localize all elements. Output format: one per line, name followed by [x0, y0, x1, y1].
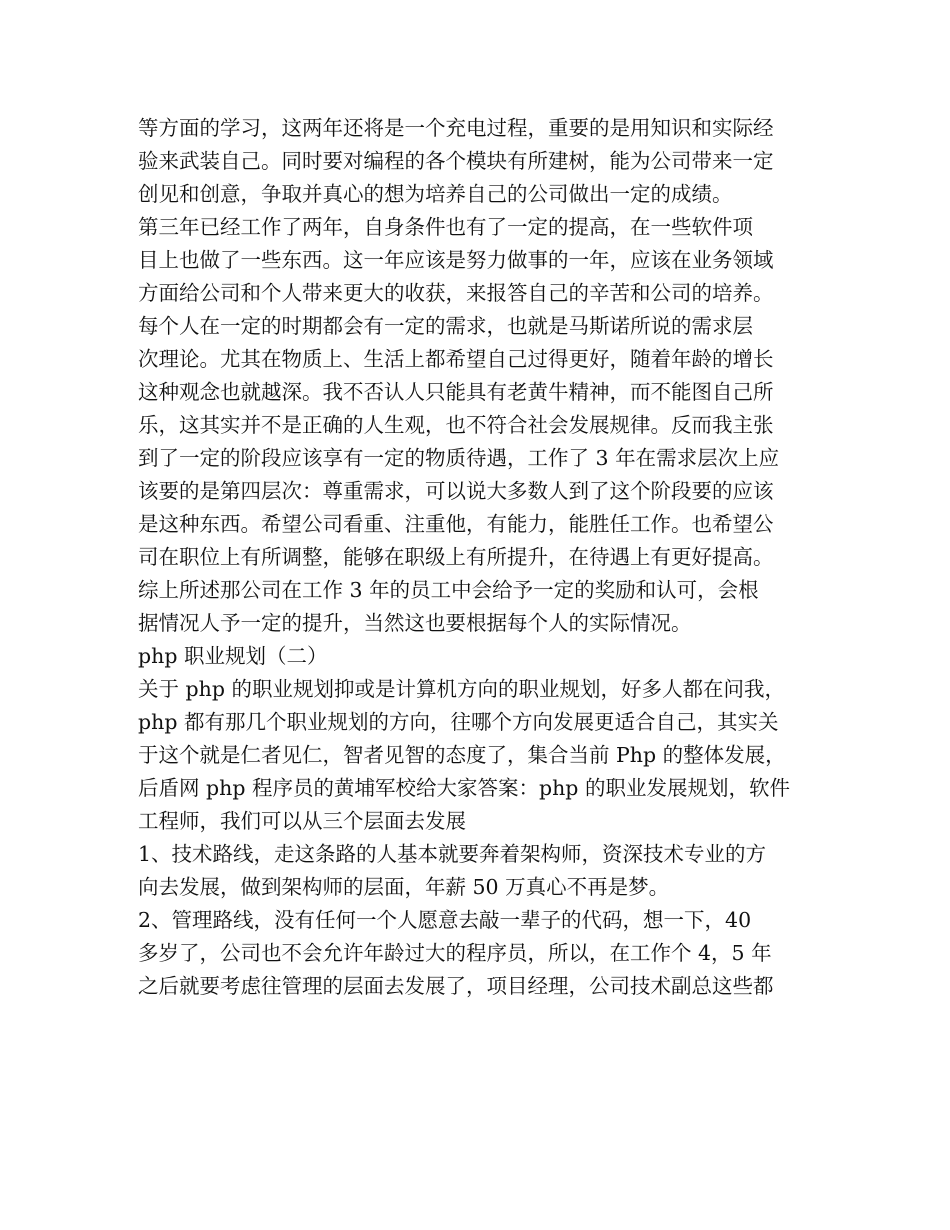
text-line: 乐，这其实并不是正确的人生观，也不符合社会发展规律。反而我主张	[138, 413, 774, 437]
text-line: 方面给公司和个人带来更大的收获，来报答自己的辛苦和公司的培养。	[138, 281, 774, 305]
text-line: 创见和创意，争取并真心的想为培养自己的公司做出一定的成绩。	[138, 182, 733, 206]
text-line: 1、技术路线，走这条路的人基本就要奔着架构师，资深技术专业的方	[138, 842, 767, 866]
text-line: 多岁了，公司也不会允许年龄过大的程序员，所以，在工作个 4，5 年	[138, 941, 772, 965]
text-line: 2、管理路线，没有任何一个人愿意去敲一辈子的代码，想一下，40	[138, 908, 752, 932]
text-line: 目上也做了一些东西。这一年应该是努力做事的一年，应该在业务领域	[138, 248, 774, 272]
text-line: 之后就要考虑往管理的层面去发展了，项目经理，公司技术副总这些都	[138, 974, 774, 998]
text-line: 据情况人予一定的提升，当然这也要根据每个人的实际情况。	[138, 611, 692, 635]
text-line: 每个人在一定的时期都会有一定的需求，也就是马斯诺所说的需求层	[138, 314, 753, 338]
text-line: 第三年已经工作了两年，自身条件也有了一定的提高，在一些软件项	[138, 215, 753, 239]
text-line: 次理论。尤其在物质上、生活上都希望自己过得更好，随着年龄的增长	[138, 347, 774, 371]
section-heading: php 职业规划（二）	[138, 644, 328, 668]
text-line: php 都有那几个职业规划的方向，往哪个方向发展更适合自己，其实关	[138, 710, 779, 734]
text-line: 等方面的学习，这两年还将是一个充电过程，重要的是用知识和实际经	[138, 116, 774, 140]
text-line: 关于 php 的职业规划抑或是计算机方向的职业规划，好多人都在问我，	[138, 677, 785, 701]
text-line: 向去发展，做到架构师的层面，年薪 50 万真心不再是梦。	[138, 875, 670, 899]
text-line: 司在职位上有所调整，能够在职级上有所提升，在待遇上有更好提高。	[138, 545, 774, 569]
text-line: 是这种东西。希望公司看重、注重他，有能力，能胜任工作。也希望公	[138, 512, 774, 536]
text-line: 工程师，我们可以从三个层面去发展	[138, 809, 466, 833]
document-body	[138, 112, 828, 1003]
text-line: 后盾网 php 程序员的黄埔军校给大家答案：php 的职业发展规划，软件	[138, 776, 790, 800]
text-line: 于这个就是仁者见仁，智者见智的态度了，集合当前 Php 的整体发展，	[138, 743, 786, 767]
text-line: 到了一定的阶段应该享有一定的物质待遇，工作了 3 年在需求层次上应	[138, 446, 780, 470]
text-line: 验来武装自己。同时要对编程的各个模块有所建树，能为公司带来一定	[138, 149, 774, 173]
text-line: 综上所述那公司在工作 3 年的员工中会给予一定的奖励和认可，会根	[138, 578, 759, 602]
text-line: 这种观念也就越深。我不否认人只能具有老黄牛精神，而不能图自己所	[138, 380, 774, 404]
text-line: 该要的是第四层次：尊重需求，可以说大多数人到了这个阶段要的应该	[138, 479, 774, 503]
